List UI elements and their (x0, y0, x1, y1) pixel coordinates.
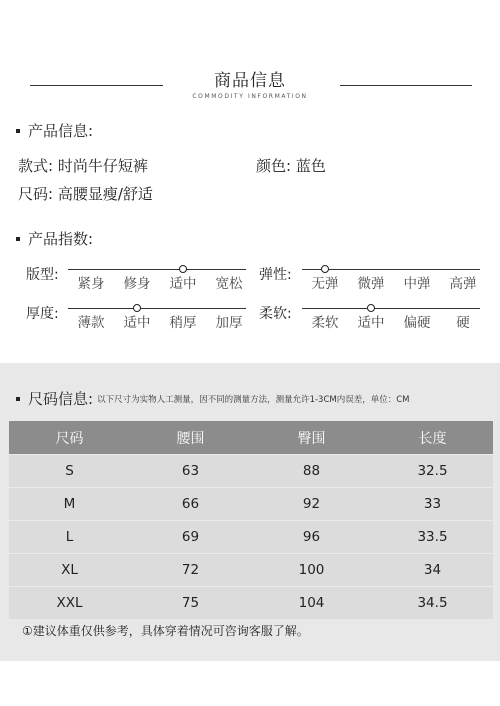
column-header: 长度 (372, 421, 493, 455)
table-row (9, 488, 493, 521)
index-option: 稍厚 (169, 315, 197, 331)
table-cell: 96 (251, 521, 372, 554)
column-header: 腰围 (130, 421, 251, 455)
index-marker-icon (133, 304, 141, 312)
table-cell: 100 (251, 554, 372, 587)
product-index-heading: 产品指数: (16, 228, 93, 249)
table-cell: M (9, 488, 130, 521)
index-marker-icon (321, 265, 329, 273)
table-row (9, 587, 493, 620)
index-option: 紧身 (77, 276, 105, 292)
index-marker-icon (367, 304, 375, 312)
table-row (9, 455, 493, 488)
table-cell: 66 (130, 488, 251, 521)
table-header-row (9, 421, 493, 455)
index-label: 版型: (26, 267, 59, 283)
footer-note: ①建议体重仅供参考，具体穿着情况可咨询客服了解。 (22, 624, 309, 638)
table-cell: 104 (251, 587, 372, 620)
index-option: 宽松 (215, 276, 243, 292)
index-option: 无弹 (311, 276, 339, 292)
index-option: 硬 (456, 315, 470, 331)
table-row (9, 521, 493, 554)
index-option: 适中 (357, 315, 385, 331)
table-cell: 72 (130, 554, 251, 587)
table-cell: 34.5 (372, 587, 493, 620)
index-scale-line (302, 308, 480, 309)
table-cell: XXL (9, 587, 130, 620)
index-option: 微弹 (357, 276, 385, 292)
index-label: 厚度: (26, 306, 59, 322)
index-option: 适中 (169, 276, 197, 292)
index-scale-line (68, 269, 246, 270)
color-info: 颜色: 蓝色 (256, 157, 326, 175)
index-option: 适中 (123, 315, 151, 331)
table-cell: 63 (130, 455, 251, 488)
index-option: 中弹 (403, 276, 431, 292)
bullet-icon (16, 237, 20, 241)
index-option: 柔软 (311, 315, 339, 331)
table-cell: 75 (130, 587, 251, 620)
table-cell: 69 (130, 521, 251, 554)
index-option: 修身 (123, 276, 151, 292)
page-subtitle: COMMODITY INFORMATION (192, 93, 308, 100)
size-info-heading: 尺码信息: 以下尺寸为实物人工测量，因不同的测量方法，测量允许1-3CM内误差，单位：CM (16, 388, 410, 409)
index-option: 高弹 (449, 276, 477, 292)
bullet-icon (16, 397, 20, 401)
table-cell: 32.5 (372, 455, 493, 488)
table-cell: 33 (372, 488, 493, 521)
size-info: 尺码: 高腰显瘦/舒适 (18, 185, 153, 203)
style-info: 款式: 时尚牛仔短裤 (18, 157, 148, 175)
index-label: 弹性: (259, 267, 292, 283)
index-marker-icon (179, 265, 187, 273)
index-option: 薄款 (77, 315, 105, 331)
table-cell: 88 (251, 455, 372, 488)
index-label: 柔软: (259, 306, 292, 322)
table-row (9, 554, 493, 587)
index-option: 偏硬 (403, 315, 431, 331)
table-cell: L (9, 521, 130, 554)
table-cell: XL (9, 554, 130, 587)
product-info-heading: 产品信息: (16, 120, 93, 141)
measurement-note: 以下尺寸为实物人工测量，因不同的测量方法，测量允许1-3CM内误差，单位：CM (97, 394, 410, 405)
size-table (9, 421, 493, 619)
table-cell: 92 (251, 488, 372, 521)
header-line-right (340, 85, 472, 86)
index-scale-line (68, 308, 246, 309)
table-cell: S (9, 455, 130, 488)
table-cell: 33.5 (372, 521, 493, 554)
column-header: 尺码 (9, 421, 130, 455)
column-header: 臀围 (251, 421, 372, 455)
index-option: 加厚 (215, 315, 243, 331)
bullet-icon (16, 129, 20, 133)
table-cell: 34 (372, 554, 493, 587)
page-title: 商品信息 (214, 71, 286, 91)
